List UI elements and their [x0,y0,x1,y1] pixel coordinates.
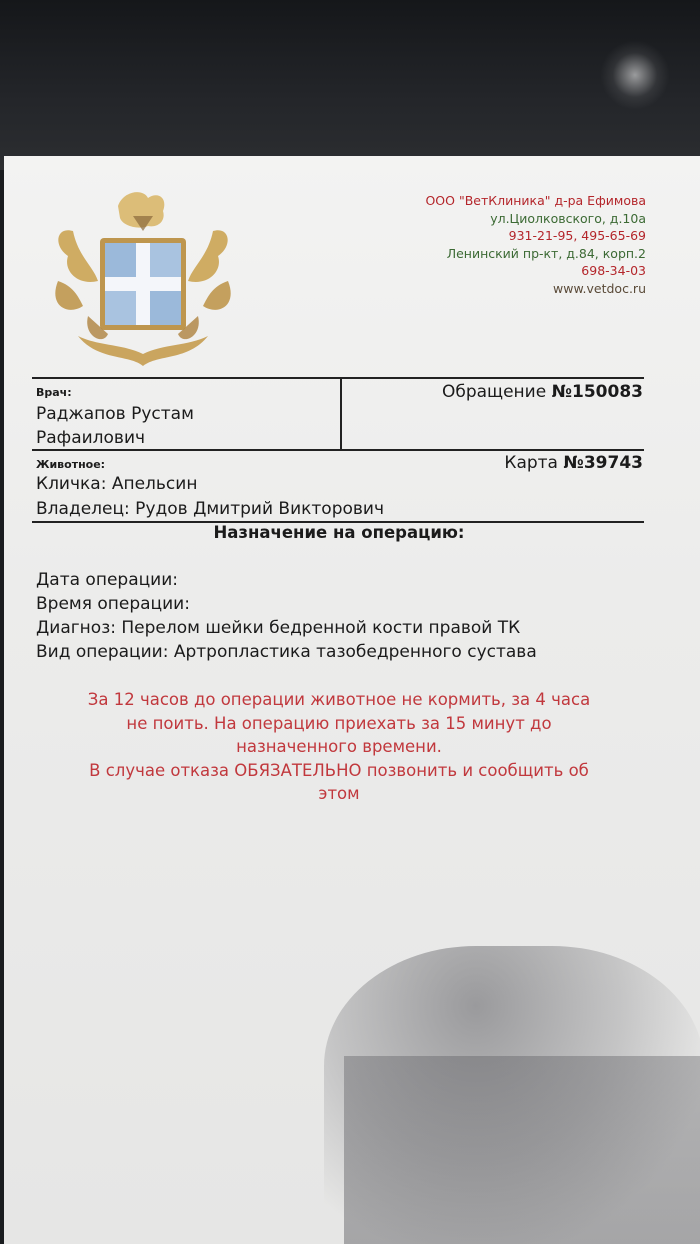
clinic-contacts [425,192,646,297]
warning-line-3: назначенного времени. [236,737,442,756]
light-glare [600,40,670,110]
warning-line-1: За 12 часов до операции животное не кормить, за 4 часа [87,690,591,709]
divider-vertical [340,377,342,451]
clinic-phones-1: 931-21-95, 495-65-69 [508,228,646,243]
hand-shadow [324,946,700,1244]
diagnosis-field: Диагноз: Перелом шейки бедренной кости правой ТК [36,618,521,638]
pre-operation-warning [34,688,644,806]
document-title: Назначение на операцию: [213,523,465,542]
warning-line-4: В случае отказа ОБЯЗАТЕЛЬНО позвонить и сообщить об [89,760,589,780]
referral-document [4,156,700,1244]
clinic-name: ООО "ВетКлиника" д-ра Ефимова [425,193,646,208]
doctor-name-line2: Рафаилович [36,428,146,448]
clinic-website: www.vetdoc.ru [553,280,646,296]
operation-time-field: Время операции: [36,594,190,614]
animal-label: Животное: [36,458,106,471]
card-number-value: №39743 [563,453,643,473]
card-label: Карта [504,453,558,473]
doctor-name-line1: Раджапов Рустам [36,404,194,424]
warning-line-2: не поить. На операцию приехать за 15 минут до [126,713,552,733]
doctor-label: Врач: [36,386,72,399]
veterinary-coat-of-arms-icon [48,186,238,376]
warning-line-5: этом [318,784,360,803]
background-surface [0,0,700,170]
divider-top [32,377,644,379]
card-number [504,453,643,473]
appeal-number-value: №150083 [551,382,643,402]
hand-shadow-lower [344,1056,700,1244]
operation-date-field: Дата операции: [36,570,179,590]
appeal-label: Обращение [441,382,547,402]
animal-owner: Владелец: Рудов Дмитрий Викторович [36,499,385,519]
clinic-phone-2: 698-34-03 [581,263,646,278]
operation-type-field: Вид операции: Артропластика тазобедренного сустава [36,642,537,662]
clinic-address-2: Ленинский пр-кт, д.84, корп.2 [446,245,646,261]
clinic-address-1: ул.Циолковского, д.10а [490,210,646,226]
appeal-number [442,382,643,402]
animal-nickname: Кличка: Апельсин [36,474,198,494]
